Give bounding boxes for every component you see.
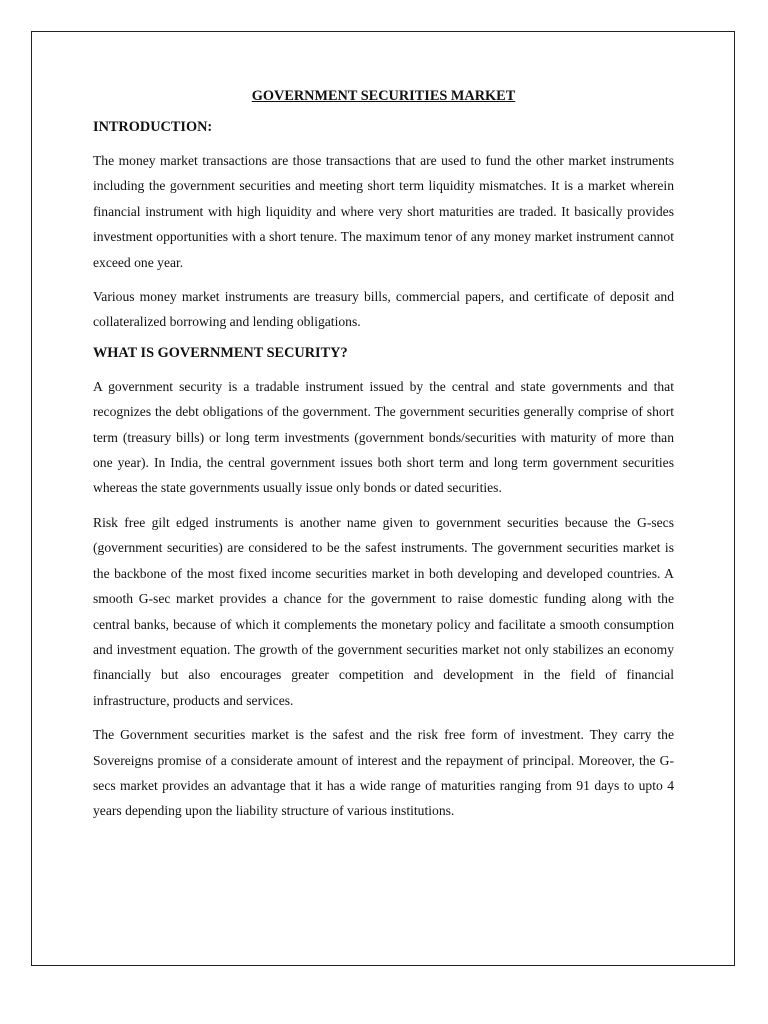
section-heading-introduction: INTRODUCTION: (93, 119, 213, 135)
paragraph-gilt-edged-instruments: Risk free gilt edged instruments is another name given to government securities because the G-secs (government securities) are considered to be the safest instruments. The government securities market is the backbone of the most fixed income securities market in both developing and developed countries. A smooth G-sec market provides a chance for the government to raise domestic funding along with the central banks, because of which it complements the monetary policy and facilitate a smooth consumption and investment equation. The growth of the government securities market not only stabilizes an economy financially but also encourages greater competition and development in the field of financial infrastructure, products and services. (93, 514, 674, 708)
paragraph-safest-investment: The Government securities market is the safest and the risk free form of investment. They carry the Sovereigns promise of a considerate amount of interest and the repayment of principal. Moreover, the G-secs market provides an advantage that it has a wide range of maturities ranging from 91 days to upto 4 years depending upon the liability structure of various institutions. (93, 727, 674, 819)
paragraph-government-security-definition: A government security is a tradable instrument issued by the central and state governments and that recognizes the debt obligations of the government. The government securities generally comprise of short term (treasury bills) or long term investments (government bonds/securities with maturity of more than one year). In India, the central government issues both short term and long term government securities whereas the state governments usually issue only bonds or dated securities. (93, 378, 674, 496)
document-body (93, 87, 674, 833)
paragraph-money-market-transactions: The money market transactions are those transactions that are used to fund the other market instruments including the government securities and meeting short term liquidity mismatches. It is a market wherein financial instrument with high liquidity and where very short maturities are traded. It basically provides investment opportunities with a short tenure. The maximum tenor of any money market instrument cannot exceed one year. (93, 153, 674, 270)
section-heading-what-is-government-security: WHAT IS GOVERNMENT SECURITY? (93, 344, 348, 361)
document-title: GOVERNMENT SECURITIES MARKET (251, 88, 516, 104)
paragraph-money-market-instruments: Various money market instruments are treasury bills, commercial papers, and certificate of deposit and collateralized borrowing and lending obligations. (93, 289, 674, 330)
